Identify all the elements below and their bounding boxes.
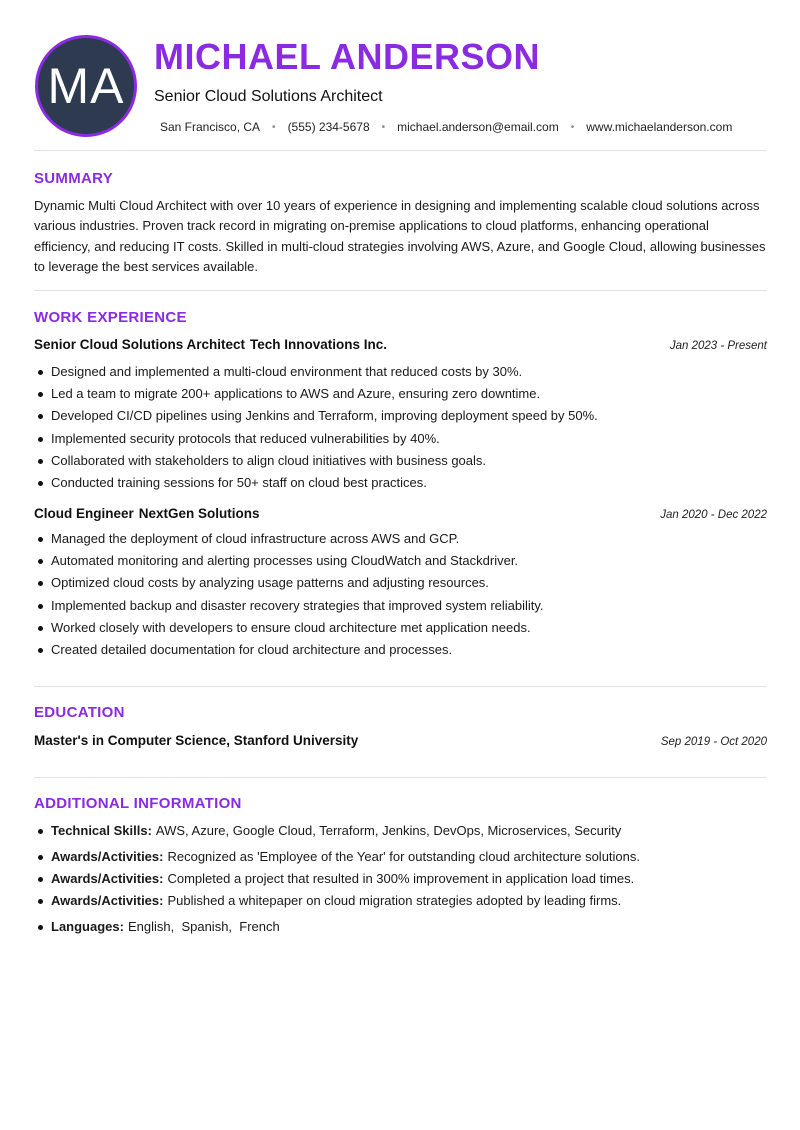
section-divider — [34, 150, 767, 151]
list-item: Created detailed documentation for cloud architecture and processes. — [34, 639, 767, 661]
section-divider — [34, 777, 767, 778]
section-divider — [34, 290, 767, 291]
education-dates: Sep 2019 - Oct 2020 — [660, 736, 767, 748]
job-bullets — [34, 361, 767, 494]
section-divider — [34, 686, 767, 687]
list-item: Implemented backup and disaster recovery strategies that improved system reliability. — [34, 595, 767, 617]
avatar — [35, 35, 137, 137]
list-item: Conducted training sessions for 50+ staff on cloud best practices. — [34, 472, 767, 494]
education-heading: EDUCATION — [34, 704, 125, 721]
contact-location: San Francisco, CA — [160, 120, 261, 134]
job-dates: Jan 2023 - Present — [669, 340, 767, 352]
additional-list — [34, 820, 767, 938]
list-item — [34, 820, 767, 842]
info-value: Completed a project that resulted in 300% improvement in application load times. — [167, 871, 635, 886]
contact-separator: • — [381, 121, 386, 133]
info-value: AWS, Azure, Google Cloud, Terraform, Jenkins, DevOps, Microservices, Security — [155, 823, 622, 838]
info-value: Recognized as 'Employee of the Year' for outstanding cloud architecture solutions. — [167, 849, 641, 864]
info-label: Awards/Activities: — [51, 893, 164, 908]
contact-phone[interactable]: (555) 234-5678 — [287, 120, 370, 134]
info-label: Languages: — [51, 919, 124, 934]
list-item — [34, 916, 767, 938]
job-company: Tech Innovations Inc. — [250, 337, 388, 352]
experience-heading: WORK EXPERIENCE — [34, 309, 187, 326]
job-company: NextGen Solutions — [138, 506, 260, 521]
contact-row — [160, 120, 732, 134]
list-item: Managed the deployment of cloud infrastructure across AWS and GCP. — [34, 528, 767, 550]
contact-separator: • — [272, 121, 276, 133]
candidate-name: MICHAEL ANDERSON — [154, 36, 541, 77]
summary-heading: SUMMARY — [34, 170, 114, 187]
contact-email[interactable]: michael.anderson@email.com — [397, 120, 559, 134]
avatar-initials: MA — [47, 58, 125, 114]
list-item: Led a team to migrate 200+ applications to AWS and Azure, ensuring zero downtime. — [34, 383, 767, 405]
job-bullets — [34, 528, 767, 661]
additional-heading: ADDITIONAL INFORMATION — [34, 795, 242, 812]
list-item: Designed and implemented a multi-cloud environment that reduced costs by 30%. — [34, 361, 767, 383]
list-item — [34, 890, 767, 912]
list-item: Implemented security protocols that reduced vulnerabilities by 40%. — [34, 428, 767, 450]
job-title-line — [34, 506, 260, 521]
info-label: Awards/Activities: — [51, 871, 164, 886]
job-dates: Jan 2020 - Dec 2022 — [660, 509, 767, 521]
summary-text: Dynamic Multi Cloud Architect with over 10 years of experience in designing and implementing scalable cloud solutions across various industries. Proven track record in migrating on-premise applications to cloud platforms, enhancing operational efficiency, and reducing IT costs. Skilled in multi-cloud strategies involving AWS, Azure, and Google Cloud, allowing businesses to leverage the best services available. — [34, 198, 766, 274]
education-degree: Master's in Computer Science, Stanford University — [34, 733, 359, 748]
education-entry — [34, 733, 767, 748]
info-label: Awards/Activities: — [51, 849, 164, 864]
job-header — [34, 337, 767, 352]
list-item: Worked closely with developers to ensure cloud architecture met application needs. — [34, 617, 767, 639]
info-label: Technical Skills: — [51, 823, 152, 838]
list-item: Collaborated with stakeholders to align cloud initiatives with business goals. — [34, 450, 767, 472]
job-header — [34, 506, 767, 521]
list-item — [34, 868, 767, 890]
job-role: Cloud Engineer — [34, 506, 134, 521]
contact-website[interactable]: www.michaelanderson.com — [586, 120, 733, 134]
info-value: English, Spanish, French — [127, 919, 280, 934]
list-item: Developed CI/CD pipelines using Jenkins and Terraform, improving deployment speed by 50%. — [34, 405, 767, 427]
list-item: Optimized cloud costs by analyzing usage patterns and adjusting resources. — [34, 572, 767, 594]
info-value: Published a whitepaper on cloud migration strategies adopted by leading firms. — [167, 893, 622, 908]
list-item: Automated monitoring and alerting processes using CloudWatch and Stackdriver. — [34, 550, 767, 572]
list-item — [34, 846, 767, 868]
candidate-title: Senior Cloud Solutions Architect — [154, 88, 383, 105]
job-title-line — [34, 337, 387, 352]
contact-separator: • — [570, 121, 575, 133]
job-role: Senior Cloud Solutions Architect — [34, 337, 246, 352]
